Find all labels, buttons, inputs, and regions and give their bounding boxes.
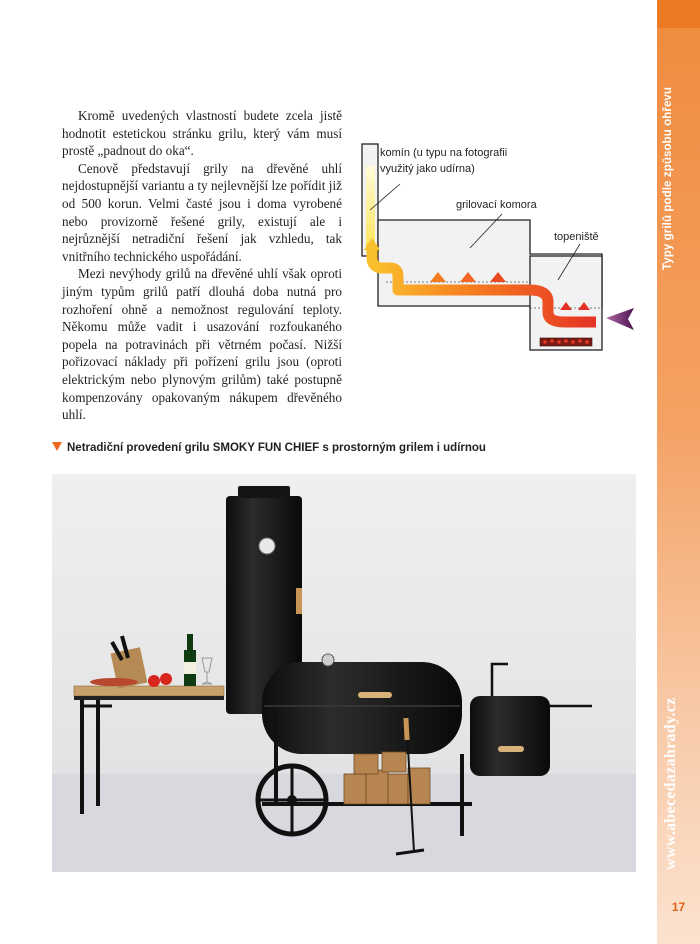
paragraph-3: Mezi nevýhody grilů na dřevěné uhlí však oproti jiným typům grilů patří dlouhá doba nutná pro rozhoření ohně a nemožnost regulování teploty. Někomu může vadit i usazování rozfoukaného popela na potravinách při větrném počasí. Nižší pořizovací náklady při pořízení grilu jsou (oproti elektrickým nebo plynovým grilům) také postupně kompenzovány opakovaným nákupem dřevěného uhlí.	[62, 266, 342, 423]
firebox-body	[470, 696, 550, 776]
section-title: Typy grilů podle způsobu ohřevu	[662, 86, 674, 270]
grill-thermometer	[322, 654, 334, 666]
paragraph-2: Cenově představují grily na dřevěné uhlí nejdostupnější variantu a ty nejlevnější lze pořídit již od 500 korun. Velmi časté jsou i doma vyrobené nebo provizorně řešené grily, existují ale i nejrůznější netradiční řešení jak vzhledu, tak vnitřního technického uspořádání.	[62, 160, 342, 264]
label-chimney-line-2: využitý jako udírna)	[380, 163, 475, 175]
sausages	[90, 678, 138, 686]
body-text	[62, 107, 342, 424]
grill-lid-handle	[358, 692, 392, 698]
tomato-1	[148, 675, 160, 687]
website-url[interactable]: www.abecedazahrady.cz	[662, 697, 679, 870]
wheel-hub	[287, 795, 297, 805]
paragraph-1: Kromě uvedených vlastností budete zcela jistě hodnotit estetickou stránku grilu, který vám musí prostě „padnout do oka“.	[62, 108, 342, 159]
label-chamber: grilovací komora	[456, 199, 537, 211]
page-number: 17	[671, 900, 686, 914]
smoker-tower-cap	[238, 486, 290, 498]
caption-text: Netradiční provedení grilu SMOKY FUN CHIEF s prostorným grilem i udírnou	[67, 442, 486, 454]
air-inlet-arrow	[606, 308, 634, 330]
side-table-rim	[74, 696, 224, 700]
grill-barrel	[262, 662, 462, 754]
tomato-2	[160, 673, 172, 685]
wine-label	[184, 662, 196, 674]
grill-diagram	[352, 132, 642, 368]
caption-triangle-icon	[52, 442, 62, 451]
thermometer-dial	[259, 538, 275, 554]
photo-caption	[52, 442, 652, 454]
label-firebox: topeniště	[554, 231, 599, 243]
grill-photo	[52, 474, 636, 872]
label-chimney-line-1: komín (u typu na fotografii	[380, 147, 508, 159]
side-table-top	[74, 686, 224, 696]
wine-bottle-neck	[187, 634, 193, 652]
firebox-door-handle	[498, 746, 524, 752]
tower-door-handle	[296, 588, 302, 614]
